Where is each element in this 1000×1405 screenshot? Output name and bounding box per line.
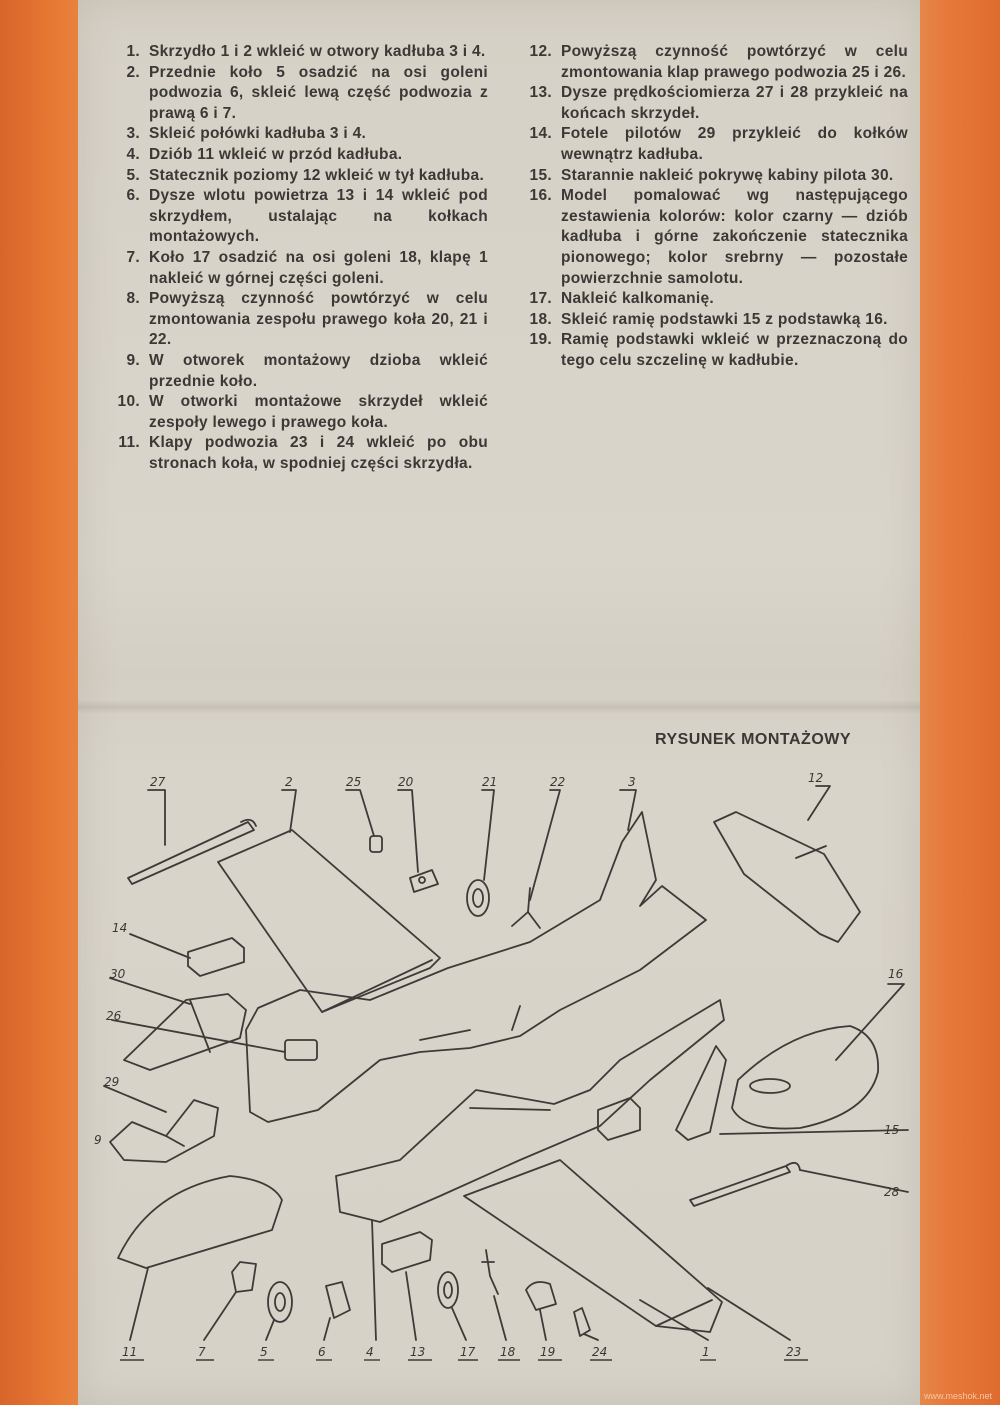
instruction-text: Klapy podwozia 23 i 24 wkleić po obu stronach koła, w spodniej części skrzydła. <box>149 434 488 472</box>
instruction-number: 13. <box>529 84 552 102</box>
instruction-text: Powyższą czynność powtórzyć w celu zmontowania klap prawego podwozia 25 i 26. <box>561 43 908 81</box>
instruction-text: Fotele pilotów 29 przykleić do kołków wewnątrz kadłuba. <box>561 125 908 163</box>
callout-6: 6 <box>318 1345 326 1359</box>
part-14-air-intake <box>130 934 244 976</box>
drawing-title: RYSUNEK MONTAŻOWY <box>655 731 852 748</box>
part-19-gear-flap <box>526 1282 556 1340</box>
callout-28: 28 <box>884 1185 900 1199</box>
instruction-number: 17. <box>529 290 552 308</box>
part-23-leader-line <box>708 1288 790 1340</box>
callout-17: 17 <box>460 1345 476 1359</box>
callout-7: 7 <box>198 1345 206 1359</box>
part-15-stand-arm <box>676 1046 908 1140</box>
callout-20: 20 <box>398 775 414 789</box>
part-27-pitot-tube <box>128 790 256 884</box>
part-5-wheel <box>266 1282 292 1340</box>
callout-11: 11 <box>122 1345 138 1359</box>
instruction-number: 3. <box>126 125 140 143</box>
callout-14: 14 <box>112 921 128 935</box>
callout-4: 4 <box>366 1345 374 1359</box>
callout-12: 12 <box>808 771 824 785</box>
callout-21: 21 <box>482 775 498 789</box>
callout-3: 3 <box>628 775 636 789</box>
instruction-number: 18. <box>529 310 552 328</box>
instruction-text: Ramię podstawki wkleić w przeznaczoną do tego celu szczelinę w kadłubie. <box>561 331 908 369</box>
callout-29: 29 <box>104 1075 120 1089</box>
part-28-pitot-tube <box>690 1163 908 1206</box>
callout-1: 1 <box>702 1345 710 1359</box>
callout-19: 19 <box>540 1345 556 1359</box>
callout-24: 24 <box>592 1345 608 1359</box>
instruction-text: Dysze wlotu powietrza 13 i 14 wkleić pod skrzydłem, ustalając na kołkach montażowych. <box>149 187 488 246</box>
instruction-number: 9. <box>126 351 140 369</box>
callout-26: 26 <box>106 1009 122 1023</box>
instruction-text: Powyższą czynność powtórzyć w celu zmontowania zespołu prawego koła 20, 21 i 22. <box>149 290 488 349</box>
instruction-number: 8. <box>126 290 140 308</box>
callout-30: 30 <box>110 967 126 981</box>
part-18-gear-leg <box>482 1250 506 1340</box>
instruction-number: 10. <box>117 393 140 411</box>
callout-27: 27 <box>150 775 166 789</box>
instruction-text: W otworki montażowe skrzydeł wkleić zespoły lewego i prawego koła. <box>149 393 488 431</box>
instruction-number: 1. <box>126 43 140 60</box>
part-4-fuselage-half <box>336 1000 724 1340</box>
part-26-gear-flap <box>112 1020 317 1060</box>
instruction-number: 11. <box>118 434 140 452</box>
part-2-left-wing <box>218 790 440 1012</box>
callout-16: 16 <box>888 967 904 981</box>
instruction-text: Skrzydło 1 i 2 wkleić w otwory kadłuba 3 i 4. <box>149 43 486 60</box>
instruction-text: W otworek montażowy dzioba wkleić przednie koło. <box>149 351 488 390</box>
part-21-wheel <box>467 790 494 916</box>
part-9-air-intake <box>598 1098 640 1140</box>
part-6-gear-leg <box>324 1282 350 1340</box>
instruction-text: Skleić ramię podstawki 15 z podstawką 16. <box>561 310 888 328</box>
instruction-number: 15. <box>529 166 552 184</box>
part-13-air-intake <box>382 1232 432 1340</box>
instruction-number: 4. <box>126 145 140 163</box>
part-3-fuselage-half <box>246 790 706 1122</box>
callout-22: 22 <box>550 775 566 789</box>
instruction-number: 14. <box>529 125 552 143</box>
instruction-text: Model pomalować wg następującego zestawienia kolorów: kolor czarny — dziób kadłuba i górne zakończenie statecznika pionowego; kolor srebrny — pozostałe powierzchnie samolotu. <box>561 187 908 287</box>
instruction-number: 16. <box>529 187 552 205</box>
instruction-number: 12. <box>529 43 552 60</box>
part-16-stand-base <box>732 984 904 1129</box>
callout-15: 15 <box>884 1123 900 1137</box>
instruction-number: 19. <box>529 331 552 349</box>
part-24-gear-flap <box>574 1308 598 1340</box>
part-20-gear-strut <box>398 790 438 892</box>
instruction-number: 7. <box>126 248 140 266</box>
instruction-text: Koło 17 osadzić na osi goleni 18, klapę 1 nakleić w górnej części goleni. <box>149 248 488 287</box>
instruction-text: Przednie koło 5 osadzić na osi goleni podwozia 6, skleić lewą część podwozia z prawą 6 i 7. <box>149 63 488 122</box>
callout-18: 18 <box>500 1345 516 1359</box>
part-17-wheel <box>438 1272 466 1340</box>
instruction-text: Statecznik poziomy 12 wkleić w tył kadłuba. <box>149 166 485 184</box>
instruction-text: Nakleić kalkomanię. <box>561 290 715 308</box>
instruction-text: Skleić połówki kadłuba 3 i 4. <box>149 125 367 143</box>
part-11-nose <box>118 1176 282 1340</box>
callout-2: 2 <box>285 775 293 789</box>
part-12-horizontal-stabilizer <box>714 786 860 942</box>
instruction-text: Dysze prędkościomierza 27 i 28 przykleić na końcach skrzydeł. <box>561 84 908 122</box>
callout-9: 9 <box>94 1133 102 1147</box>
callout-13: 13 <box>410 1345 426 1359</box>
callout-25: 25 <box>346 775 362 789</box>
instruction-text: Dziób 11 wkleić w przód kadłuba. <box>149 145 403 163</box>
instruction-number: 6. <box>126 187 140 205</box>
part-7-gear-strut <box>204 1262 256 1340</box>
instruction-text: Starannie nakleić pokrywę kabiny pilota 30. <box>561 166 894 184</box>
callout-5: 5 <box>260 1345 268 1359</box>
watermark: www.meshok.net <box>923 1391 992 1401</box>
part-22-gear-leg <box>512 790 560 928</box>
instruction-number: 5. <box>126 166 140 184</box>
part-29-pilot-seats <box>104 1086 218 1162</box>
part-25-gear-flap <box>346 790 382 852</box>
instruction-number: 2. <box>126 63 140 81</box>
part-1-right-wing <box>464 1160 722 1340</box>
callout-23: 23 <box>786 1345 802 1359</box>
